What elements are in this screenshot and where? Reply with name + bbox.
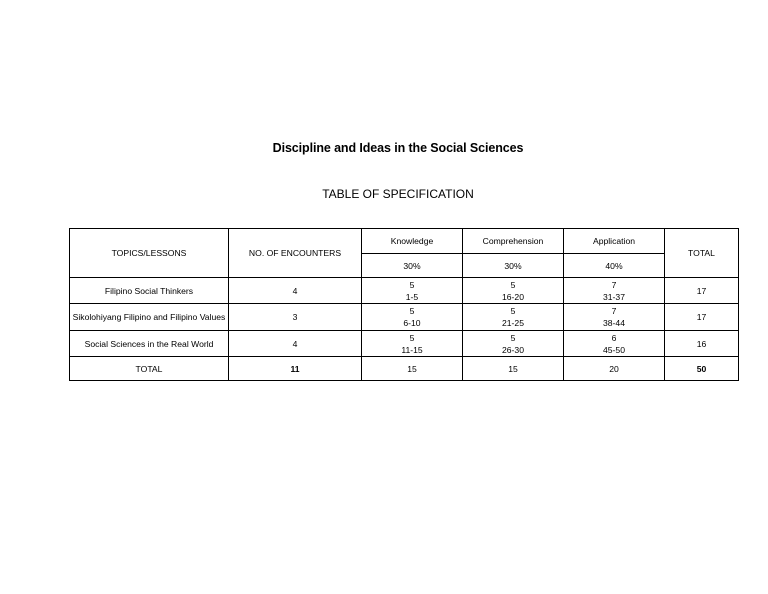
- application-items: 45-50: [603, 344, 625, 355]
- header-encounters: NO. OF ENCOUNTERS: [229, 229, 362, 278]
- application-cell: [564, 331, 665, 357]
- knowledge-cell: [362, 331, 463, 357]
- table-row: [70, 331, 739, 357]
- comprehension-percent: 30%: [463, 254, 564, 278]
- knowledge-percent: 30%: [362, 254, 463, 278]
- knowledge-cell: [362, 304, 463, 331]
- knowledge-count: 5: [409, 279, 415, 290]
- header-application: Application: [564, 229, 665, 254]
- header-row: [70, 229, 739, 254]
- table-row: [70, 278, 739, 304]
- totals-knowledge: 15: [362, 357, 463, 381]
- header-comprehension: Comprehension: [463, 229, 564, 254]
- totals-application: 20: [564, 357, 665, 381]
- row-total-cell: 16: [665, 331, 739, 357]
- grand-total: 50: [665, 357, 739, 381]
- header-knowledge: Knowledge: [362, 229, 463, 254]
- document-subtitle: TABLE OF SPECIFICATION: [322, 187, 474, 201]
- application-items: 31-37: [603, 291, 625, 302]
- application-cell: [564, 278, 665, 304]
- application-count: 7: [611, 279, 617, 290]
- totals-comprehension: 15: [463, 357, 564, 381]
- comprehension-count: 5: [510, 306, 516, 316]
- application-percent: 40%: [564, 254, 665, 278]
- comprehension-items: 16-20: [502, 291, 524, 302]
- totals-encounters: 11: [229, 357, 362, 381]
- knowledge-items: 11-15: [401, 344, 423, 355]
- comprehension-items: 21-25: [502, 318, 524, 328]
- knowledge-items: 1-5: [405, 291, 419, 302]
- header-total: TOTAL: [665, 229, 739, 278]
- application-count: 7: [611, 306, 617, 316]
- row-total-cell: 17: [665, 304, 739, 331]
- table-row: [70, 304, 739, 331]
- comprehension-cell: [463, 331, 564, 357]
- comprehension-count: 5: [510, 279, 516, 290]
- application-cell: [564, 304, 665, 331]
- knowledge-items: 6-10: [403, 318, 421, 328]
- header-topics: TOPICS/LESSONS: [70, 229, 229, 278]
- encounters-cell: 4: [229, 278, 362, 304]
- topic-cell: Sikolohiyang Filipino and Filipino Values: [70, 304, 229, 331]
- comprehension-cell: [463, 304, 564, 331]
- comprehension-items: 26-30: [502, 344, 524, 355]
- comprehension-count: 5: [510, 332, 516, 343]
- specification-table: [69, 228, 739, 381]
- comprehension-cell: [463, 278, 564, 304]
- knowledge-cell: [362, 278, 463, 304]
- application-count: 6: [611, 332, 617, 343]
- document-title: Discipline and Ideas in the Social Sciences: [272, 141, 524, 155]
- totals-label: TOTAL: [70, 357, 229, 381]
- knowledge-count: 5: [409, 332, 415, 343]
- topic-cell: Filipino Social Thinkers: [70, 278, 229, 304]
- application-items: 38-44: [603, 318, 625, 328]
- knowledge-count: 5: [409, 306, 415, 316]
- encounters-cell: 4: [229, 331, 362, 357]
- topic-cell: Social Sciences in the Real World: [70, 331, 229, 357]
- row-total-cell: 17: [665, 278, 739, 304]
- totals-row: [70, 357, 739, 381]
- encounters-cell: 3: [229, 304, 362, 331]
